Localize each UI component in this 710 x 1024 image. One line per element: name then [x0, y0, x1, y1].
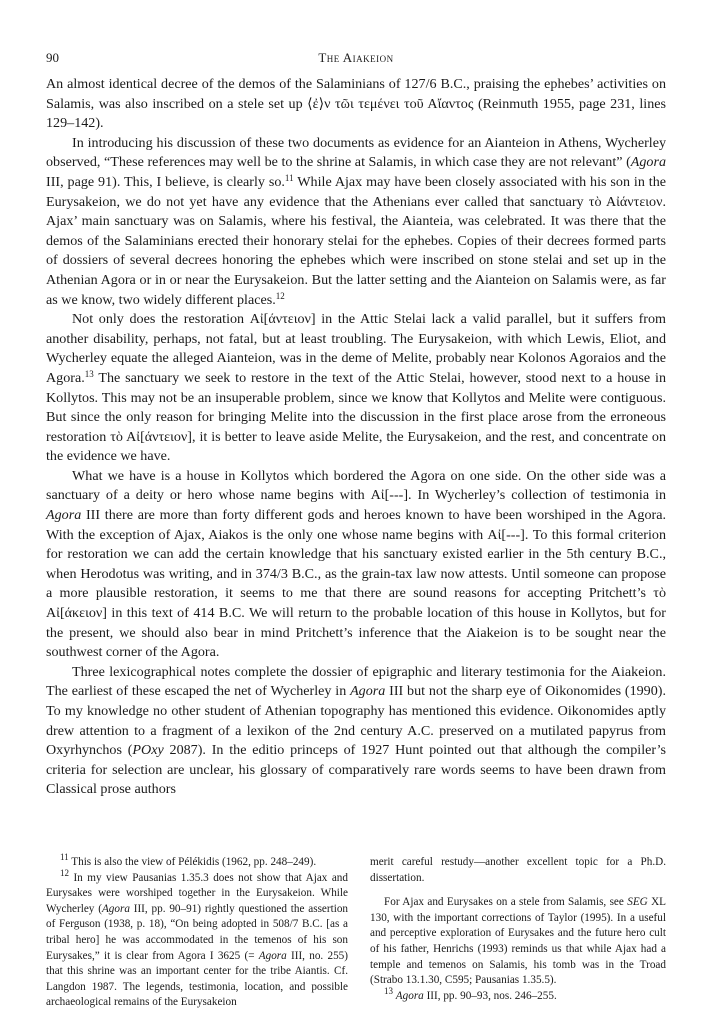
note-reference: 13 [84, 368, 94, 379]
text-run: For Ajax and Eurysakes on a stele from Salamis, see [384, 896, 628, 909]
note-reference: 13 [384, 985, 393, 996]
body-paragraph [46, 663, 666, 800]
text-run: III, pp. 90–93, nos. 246–255. [423, 989, 557, 1002]
note-reference: 12 [60, 867, 69, 878]
text-run: Three lexicographical notes complete the dossier of epigraphic and literary testimonia for the Aiakeion. The earliest of these escaped the net of Wycherley in [46, 663, 666, 700]
italic-text: Agora [46, 507, 82, 524]
text-run: III, pp. 90–91) rightly questioned the assertion of Ferguson (1938, p. 18), “On being adopted in 508/7 B.C. [as a tribal hero] he was accommodated in the temenos of his son Eurysakes,” it is clear from Agora I 3625 (= [46, 902, 349, 962]
running-title: The Aiakeion [318, 50, 394, 65]
footnote [370, 985, 666, 1005]
footnote-spacer [370, 886, 666, 895]
note-reference: 12 [275, 290, 285, 301]
text-run: III there are more than forty different gods and heroes known to have been worshiped in the Agora. With the exception of Ajax, Aiakos is the only one whose name begins with Αἰ[‑‑‑]. To this formal criterion for restoration we can add the certain knowledge that his sanctuary existed earlier in the 5th century B.C., when Herodotus was writing, and in 374/3 B.C., as the grain-tax law now attests. Until someone can propose a more plausible restoration, it seems to me that there are sound reasons for accepting Pritchett’s τὸ Αἰ[άκειον] in this text of 414 B.C. We will return to the probable location of this house in Kollytos, but for the present, we should also bear in mind Pritchett’s inference that the Aiakeion is to be sought near the southwest corner of the Agora. [46, 507, 666, 661]
body-paragraph [46, 467, 666, 663]
body-paragraph [46, 75, 666, 134]
text-run: III but not the sharp eye of Oikonomides (1990). To my knowledge no other student of Athenian topography has mentioned this evidence. Oikonomides aptly drew attention to a fragment of a lexikon of the 2nd century A.C. preserved on a mutilated papyrus from Oxyrhynchos ( [46, 683, 666, 759]
text-run: This is also the view of Pélékidis (1962, pp. 248–249). [68, 856, 317, 868]
text-run: III, no. 255) that this shrine was an important center for the tribe Aiantis. Cf. Langdon 1987. The legends, testimonia, location, and possible archaeological remains of the Eurysakeion [46, 949, 348, 1009]
running-head [46, 50, 666, 68]
footnotes-left-column [46, 852, 349, 1011]
note-reference: 11 [284, 172, 294, 183]
text-run: The sanctuary we seek to restore in the text of the Attic Stelai, however, stood next to a house in Kollytos. This may not be an insuperable problem, since we know that Kollytos and Melite were contiguous. But since the only reason for bringing Melite into the discussion in the first place arose from the erroneous restoration τὸ Αἰ[άντειον], it is better to leave aside Melite, the Eurysakeion, and the rest, and concentrate on the evidence we have. [46, 369, 666, 465]
footnote [370, 895, 666, 989]
page-number: 90 [46, 50, 59, 65]
text-run: In introducing his discussion of these two documents as evidence for an Aianteion in Athens, Wycherley observed, “These references may well be to the shrine at Salamis, in which case they are not relevant” ( [46, 134, 666, 171]
footnote [370, 855, 666, 886]
text-run: What we have is a house in Kollytos which bordered the Agora on one side. On the other side was a sanctuary of a deity or hero whose name begins with Αἰ[‑‑‑]. In Wycherley’s collection of testimonia in [46, 467, 666, 504]
note-reference: 11 [60, 852, 69, 862]
italic-text: POxy [132, 742, 164, 759]
text-run: An almost identical decree of the demos of the Salaminians of 127/6 B.C., praising the ephebes’ activities on Salamis, was also inscribed on a stele set up ⟨ἐ⟩ν τῶι τεμένει τοῦ Αἴαντος (Reinmuth 1955, page 231, lines 129–142). [46, 76, 666, 132]
footnotes-right-column [370, 855, 666, 1004]
footnote [46, 867, 349, 1011]
italic-text: Agora [101, 902, 130, 915]
body-text [46, 75, 666, 800]
text-run: In my view Pausanias 1.35.3 does not show that Ajax and Eurysakes were worshiped together in the Eurysakeion. While Wycherley ( [46, 871, 348, 915]
text-run: While Ajax may have been closely associated with his son in the Eurysakeion, we do not yet have any evidence that the Athenians ever called that sanctuary τὸ Αἰάντειον. Ajax’ main sanctuary was on Salamis, where his festival, the Aianteia, was celebrated. It was there that the demos of the Salaminians erected their honorary stelai for the ephebes. Copies of their decrees formed parts of dossiers of several decrees honoring the ephebes which were inscribed on stone stelai and set up in the Athenian Agora or in or near the Eurysakeion. But the latter setting and the Aianteion on Salamis were, as far as we know, two widely different places. [46, 173, 667, 308]
italic-text: SEG [627, 896, 648, 909]
text-run: 2087). In the editio princeps of 1927 Hunt pointed out that although the compiler’s criteria for selection are unclear, his glossary of comparatively rare words seems to have been drawn from Classical prose authors [46, 742, 666, 798]
italic-text: Agora [350, 683, 386, 700]
body-paragraph [46, 310, 666, 467]
italic-text: Agora [395, 989, 424, 1002]
footnote [46, 852, 348, 871]
text-run: merit careful restudy—another excellent topic for a Ph.D. dissertation. [370, 856, 666, 884]
text-run: XL 130, with the important corrections of Taylor (1995). In a useful and perceptive exploration of Eurysakes and the future hero cult of his father, Henrichs (1993) reminds us that while Ajax had a temple and temenos on Salamis, his tomb was in the Troad (Strabo 13.1.30, C595; Pausanias 1.35.5). [370, 896, 666, 987]
italic-text: Agora [258, 949, 287, 962]
text-run: Not only does the restoration Αἰ[άντειον] in the Attic Stelai lack a valid parallel, but it suffers from another disability, perhaps, not fatal, but at least troubling. The Eurysakeion, with which Lewis, Eliot, and Wycherley equate the alleged Aianteion, was in the deme of Melite, probably near Kolonos Agoraios and the Agora. [46, 311, 666, 386]
text-run: III, page 91). This, I believe, is clearly so. [46, 173, 285, 190]
body-paragraph [46, 134, 666, 310]
italic-text: Agora [630, 154, 666, 171]
